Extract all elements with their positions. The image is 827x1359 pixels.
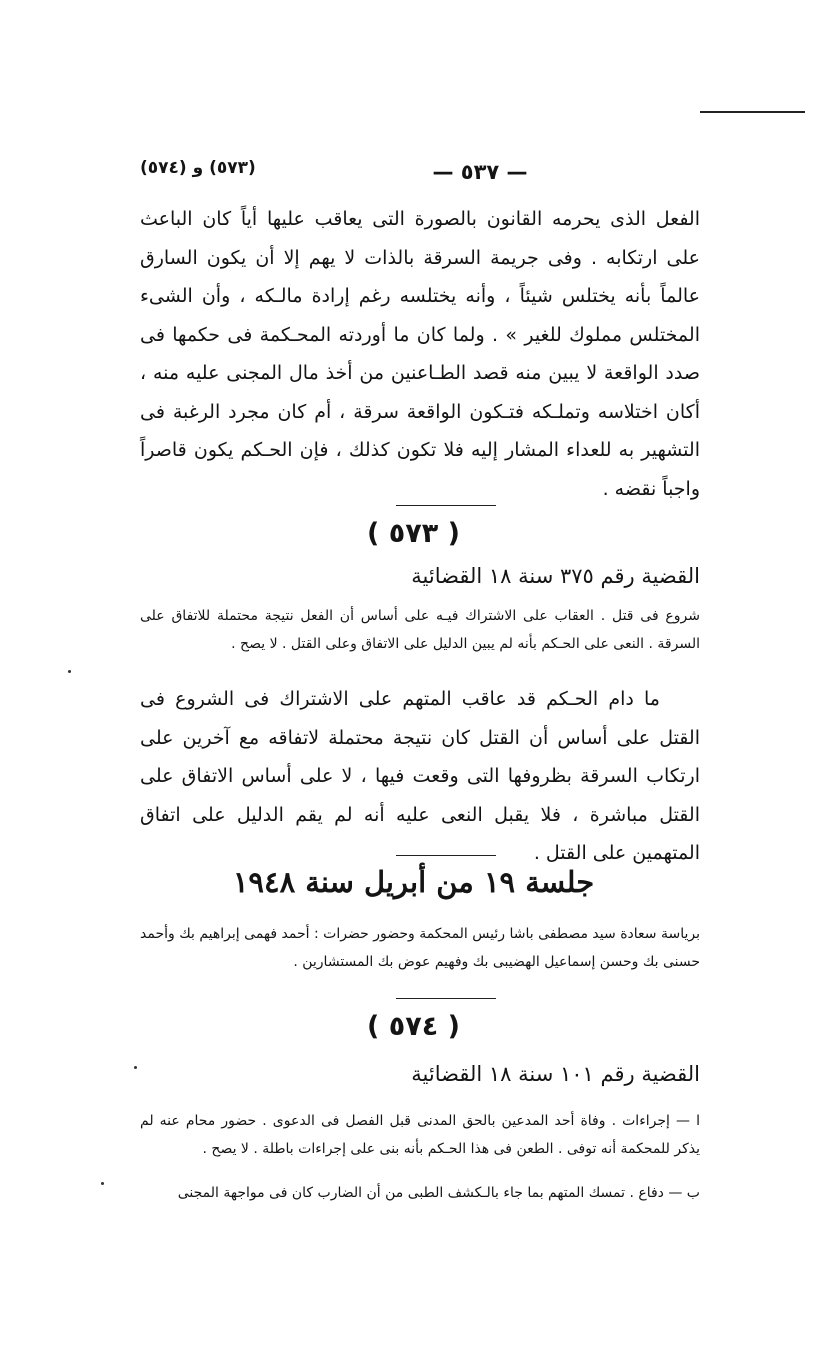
ruling-number-573: ( ٥٧٣ ) — [367, 518, 460, 549]
corner-rule — [700, 111, 805, 113]
section-divider — [396, 505, 496, 506]
ruling-summary-574-a: ا — إجراءات . وفاة أحد المدعين بالحق المدنى قبل الفصل فى الدعوى . حضور محام عنه لم يذكر للمحكمة أنه توفى . الطعن فى هذا الحـكم بأنه بنى على إجراءات باطلة . لا يصح . — [140, 1113, 700, 1157]
section-divider — [396, 855, 496, 856]
scan-speck — [68, 670, 71, 673]
running-head-case-range: (٥٧٣) و (٥٧٤) — [140, 158, 256, 178]
page-number: — ٥٣٧ — — [432, 160, 528, 184]
scan-speck — [101, 1182, 104, 1185]
session-heading: جلسة ١٩ من أبريل سنة ١٩٤٨ — [232, 865, 595, 899]
ruling-body-573: ما دام الحـكم قد عاقب المتهم على الاشتراك فى الشروع فى القتل على أساس أن القتل كان نتيجة محتملة لاتفاقه مع آخرين على ارتكاب السرقة بظروفها التى وقعت فيها ، لا على أساس الاتفاق على القتل مباشرة ، فلا يقبل النعى عليه أنه لم يقم الدليل على اتفاق المتهمين على القتل . — [140, 688, 700, 864]
section-divider — [396, 998, 496, 999]
case-heading-574: القضية رقم ١٠١ سنة ١٨ القضائية — [411, 1062, 700, 1086]
continuation-paragraph: الفعل الذى يحرمه القانون بالصورة التى يعاقب عليها أياً كان الباعث على ارتكابه . وفى جريمة السرقة بالذات لا يهم إلا أن يكون السارق عالماً بأنه يختلس شيئاً ، وأنه يختلسه رغم إرادة مالـكه ، وأن الشىء المختلس مملوك للغير » . ولما كان ما أوردته المحـكمة فى حكمها فى صدد الواقعة لا يبين منه قصد الطـاعنين من أخذ مال المجنى عليه منه ، أكان اختلاسه وتملـكه فتـكون الواقعة سرقة ، أم كان مجرد الرغبة فى التشهير به للعداء المشار إليه فلا تكون كذلك ، فإن الحـكم يكون قاصراً واجباً نقضه . — [140, 208, 700, 500]
ruling-summary-574-b: ب — دفاع . تمسك المتهم بما جاء بالـكشف الطبى من أن الضارب كان فى مواجهة المجنى — [177, 1185, 700, 1201]
session-presidency: برياسة سعادة سيد مصطفى باشا رئيس المحكمة وحضور حضرات : أحمد فهمى إبراهيم بك وأحمد حسنى بك وحسن إسماعيل الهضيبى بك وفهيم عوض بك المستشارين . — [140, 926, 700, 970]
ruling-summary-573: شروع فى قتل . العقاب على الاشتراك فيـه على أساس أن الفعل نتيجة محتملة للاتفاق على السرقة . النعى على الحـكم بأنه لم يبين الدليل على الاتفاق وعلى القتل . لا يصح . — [140, 608, 700, 652]
scan-speck — [134, 1066, 137, 1069]
case-heading-573: القضية رقم ٣٧٥ سنة ١٨ القضائية — [411, 564, 700, 588]
running-head — [140, 156, 700, 186]
ruling-number-574: ( ٥٧٤ ) — [367, 1011, 460, 1042]
